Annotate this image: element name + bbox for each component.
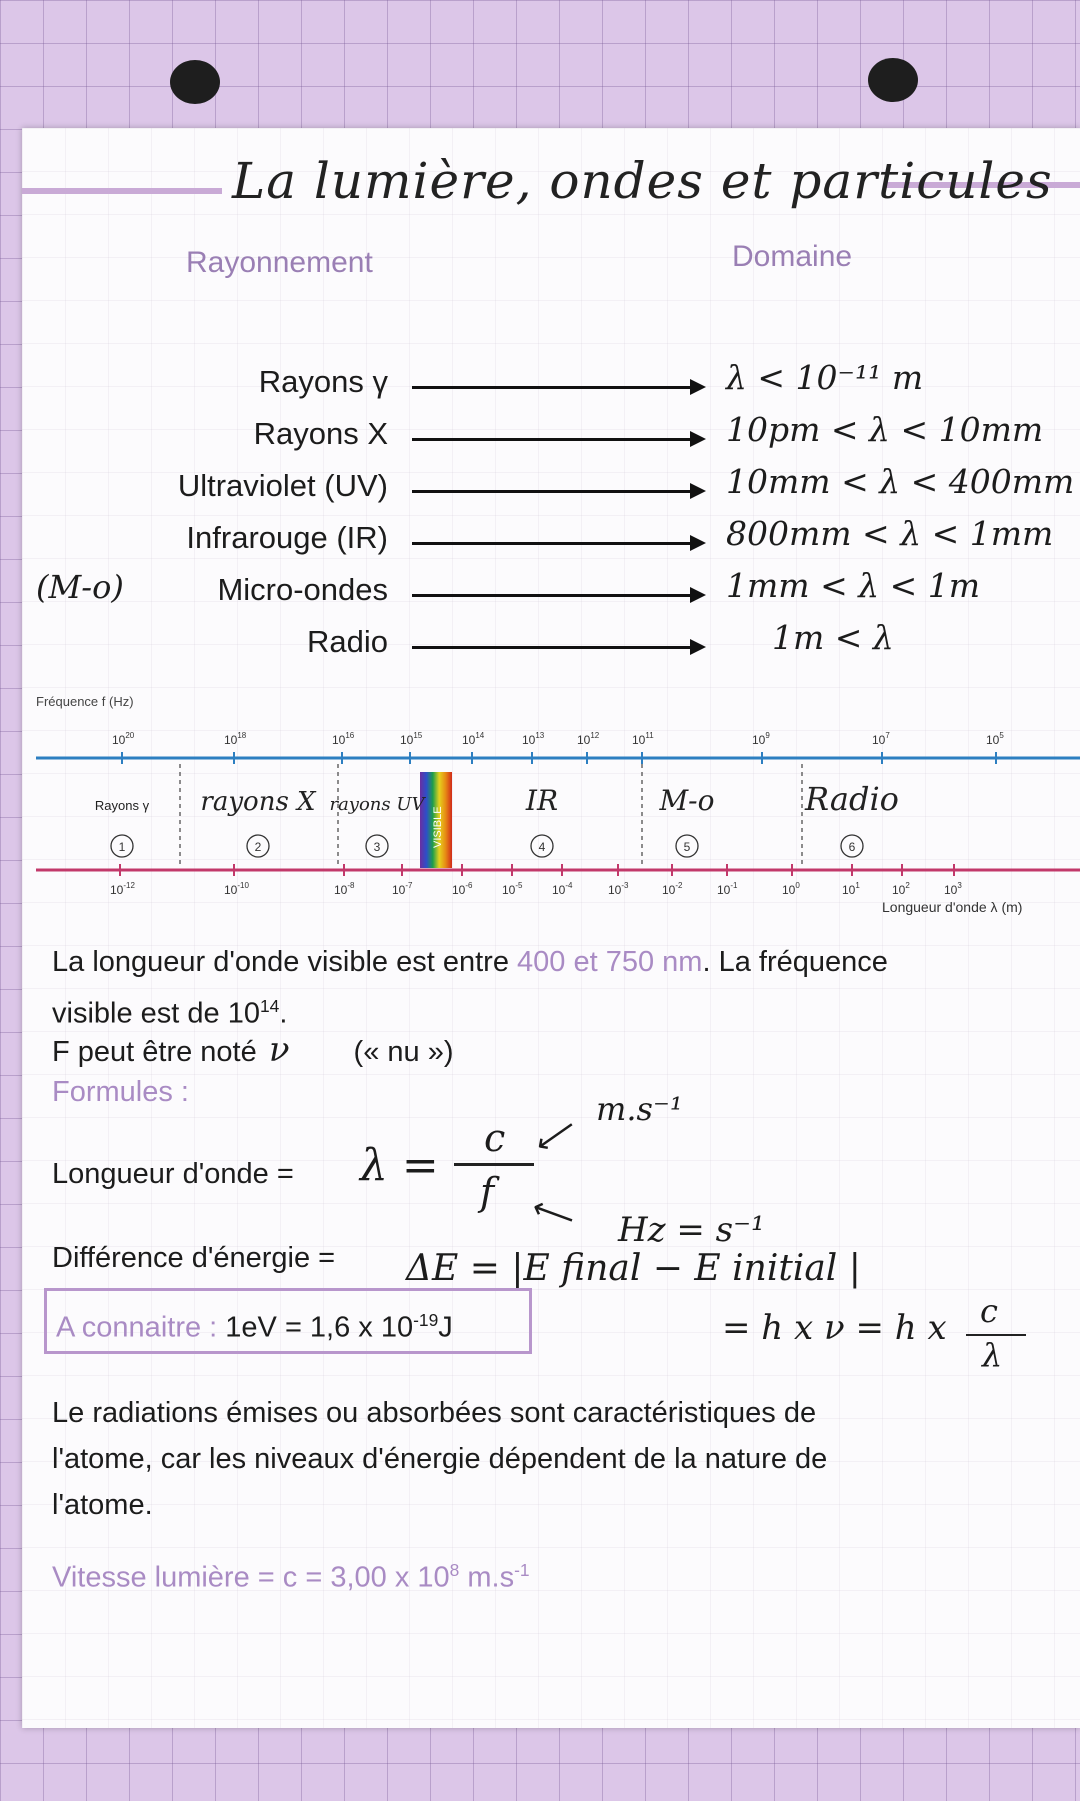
freq-tick-label: $10^7$ bbox=[872, 731, 890, 747]
atom-paragraph bbox=[52, 1390, 827, 1528]
radiation-label: Rayons X bbox=[253, 416, 388, 451]
range-arrow bbox=[412, 542, 702, 545]
difference-label: Différence d'énergie = bbox=[52, 1242, 336, 1274]
hnu-c: c bbox=[980, 1292, 998, 1330]
connaitre-label: A connaitre : bbox=[56, 1311, 226, 1344]
wavelength-domain: 10pm < λ < 10mm bbox=[726, 410, 1044, 449]
visible-paragraph bbox=[52, 940, 888, 1036]
freq-axis-label: Fréquence f (Hz) bbox=[36, 694, 134, 709]
vitesse-unit-exp: -1 bbox=[514, 1560, 530, 1580]
radiation-label: Ultraviolet (UV) bbox=[177, 468, 388, 503]
fraction-bar bbox=[454, 1163, 534, 1166]
freq-tick-label: $10^5$ bbox=[986, 731, 1004, 747]
freq-tick-label: $10^{13}$ bbox=[522, 731, 545, 747]
connaitre-unit: J bbox=[438, 1311, 453, 1344]
p1-a: La longueur d'onde visible est entre bbox=[52, 946, 518, 978]
unit-ms: m.s⁻¹ bbox=[596, 1090, 683, 1128]
nu-paren: (« nu ») bbox=[353, 1036, 454, 1068]
radiation-label: Infrarouge (IR) bbox=[186, 520, 388, 555]
freq-tick-label: $10^{18}$ bbox=[224, 731, 247, 747]
vitesse-exp: 8 bbox=[449, 1560, 460, 1580]
freq-tick-label: $10^{15}$ bbox=[400, 731, 423, 747]
freq-tick-label: $10^{12}$ bbox=[577, 731, 600, 747]
range-arrow bbox=[412, 646, 702, 649]
arrow-to-f: ⟵ bbox=[527, 1190, 580, 1237]
unit-hz: Hz = s⁻¹ bbox=[618, 1210, 765, 1250]
wave-tick-label: $10^2$ bbox=[892, 881, 910, 897]
range-arrow bbox=[412, 490, 702, 493]
zone-number: 6 bbox=[848, 840, 856, 854]
header-rayonnement: Rayonnement bbox=[186, 246, 373, 279]
wave-tick-label: $10^{-7}$ bbox=[392, 881, 413, 897]
longueur-label: Longueur d'onde = bbox=[52, 1158, 294, 1190]
zone-number: 3 bbox=[373, 840, 381, 854]
p1-e: . bbox=[279, 997, 288, 1030]
p1-c: . La fréquence bbox=[702, 946, 888, 978]
arrow-to-c: ⟵ bbox=[528, 1109, 583, 1162]
vitesse-unit: m.s bbox=[459, 1561, 515, 1594]
zone-number: 2 bbox=[254, 840, 262, 854]
freq-tick-label: $10^9$ bbox=[752, 731, 770, 747]
connaitre-value: 1eV = 1,6 x 10 bbox=[225, 1311, 414, 1344]
visible-label: VISIBLE bbox=[432, 806, 444, 848]
zone-number: 4 bbox=[538, 840, 546, 854]
freq-tick-label: $10^{20}$ bbox=[112, 731, 135, 747]
vitesse-text: Vitesse lumière = c = 3,00 x 10 bbox=[52, 1561, 450, 1594]
nu-line bbox=[52, 1028, 454, 1074]
wavelength-domain: 1mm < λ < 1m bbox=[726, 566, 981, 605]
wave-tick-label: $10^{-5}$ bbox=[502, 881, 523, 897]
freq-tick-label: $10^{14}$ bbox=[462, 731, 485, 747]
visible-range: 400 et 750 nm bbox=[517, 946, 703, 978]
zone-label: M-o bbox=[659, 784, 715, 817]
zone-label: Rayons γ bbox=[94, 798, 150, 813]
p2-line2: l'atome, car les niveaux d'énergie dépendent de la nature de bbox=[52, 1443, 828, 1475]
wavelength-domain: λ < 10⁻¹¹ m bbox=[726, 358, 924, 397]
wave-tick-label: $10^{-8}$ bbox=[334, 881, 355, 897]
spectrum-diagram bbox=[22, 688, 1080, 928]
nu-symbol: ν bbox=[268, 1030, 290, 1070]
range-arrow bbox=[412, 438, 702, 441]
wave-tick-label: $10^{-10}$ bbox=[224, 881, 249, 897]
zone-label: rayons UV bbox=[329, 794, 425, 815]
hnu-formula: = h x ν = h x bbox=[722, 1308, 947, 1348]
wave-tick-label: $10^{-6}$ bbox=[452, 881, 473, 897]
zone-label: IR bbox=[525, 784, 559, 817]
binder-hole-left bbox=[170, 60, 220, 104]
header-domaine: Domaine bbox=[732, 240, 853, 273]
p1-d-exp: 14 bbox=[259, 996, 280, 1016]
delta-e-formula: ΔE = |E final − E initial | bbox=[406, 1248, 861, 1289]
wave-axis-label: Longueur d'onde λ (m) bbox=[882, 899, 1023, 915]
radiation-label: Micro-ondes bbox=[217, 572, 388, 607]
wave-tick-label: $10^{-12}$ bbox=[110, 881, 135, 897]
numerator-c: c bbox=[484, 1116, 506, 1160]
note-sheet bbox=[22, 128, 1080, 1728]
lambda-eq: λ = bbox=[360, 1140, 439, 1191]
denominator-f: f bbox=[480, 1170, 495, 1214]
formules-heading: Formules : bbox=[52, 1076, 189, 1108]
p1-d: visible est de 10 bbox=[52, 997, 260, 1030]
connaitre-text bbox=[56, 1298, 453, 1350]
freq-tick-label: $10^{11}$ bbox=[632, 731, 654, 747]
connaitre-exp: -19 bbox=[413, 1310, 439, 1330]
radiation-label: Rayons γ bbox=[258, 364, 388, 399]
range-arrow bbox=[412, 594, 702, 597]
wave-tick-label: $10^{-4}$ bbox=[552, 881, 573, 897]
wave-tick-label: $10^1$ bbox=[842, 881, 860, 897]
zone-label: Radio bbox=[805, 780, 899, 818]
zone-number: 5 bbox=[683, 840, 691, 854]
freq-tick-label: $10^{16}$ bbox=[332, 731, 355, 747]
wavelength-domain: 10mm < λ < 400mm bbox=[726, 462, 1075, 501]
wave-tick-label: $10^{-2}$ bbox=[662, 881, 683, 897]
p2-line1: Le radiations émises ou absorbées sont caractéristiques de bbox=[52, 1397, 817, 1429]
title-rule-left bbox=[22, 188, 222, 194]
hnu-lambda: λ bbox=[982, 1336, 1003, 1374]
binder-hole-right bbox=[868, 58, 918, 102]
wavelength-domain: 1m < λ bbox=[772, 618, 894, 657]
wave-tick-label: $10^{-1}$ bbox=[717, 881, 738, 897]
vitesse-line bbox=[52, 1548, 530, 1600]
row-note: (M-o) bbox=[36, 568, 124, 606]
radiation-label: Radio bbox=[307, 624, 388, 659]
page-title: La lumière, ondes et particules bbox=[232, 152, 1053, 210]
nu-text: F peut être noté bbox=[52, 1036, 257, 1068]
wavelength-domain: 800mm < λ < 1mm bbox=[726, 514, 1054, 553]
wave-tick-label: $10^0$ bbox=[782, 881, 800, 897]
zone-label: rayons X bbox=[200, 787, 316, 817]
p2-line3: l'atome. bbox=[52, 1489, 153, 1521]
wave-tick-label: $10^3$ bbox=[944, 881, 962, 897]
wave-tick-label: $10^{-3}$ bbox=[608, 881, 629, 897]
range-arrow bbox=[412, 386, 702, 389]
zone-number: 1 bbox=[118, 840, 126, 854]
